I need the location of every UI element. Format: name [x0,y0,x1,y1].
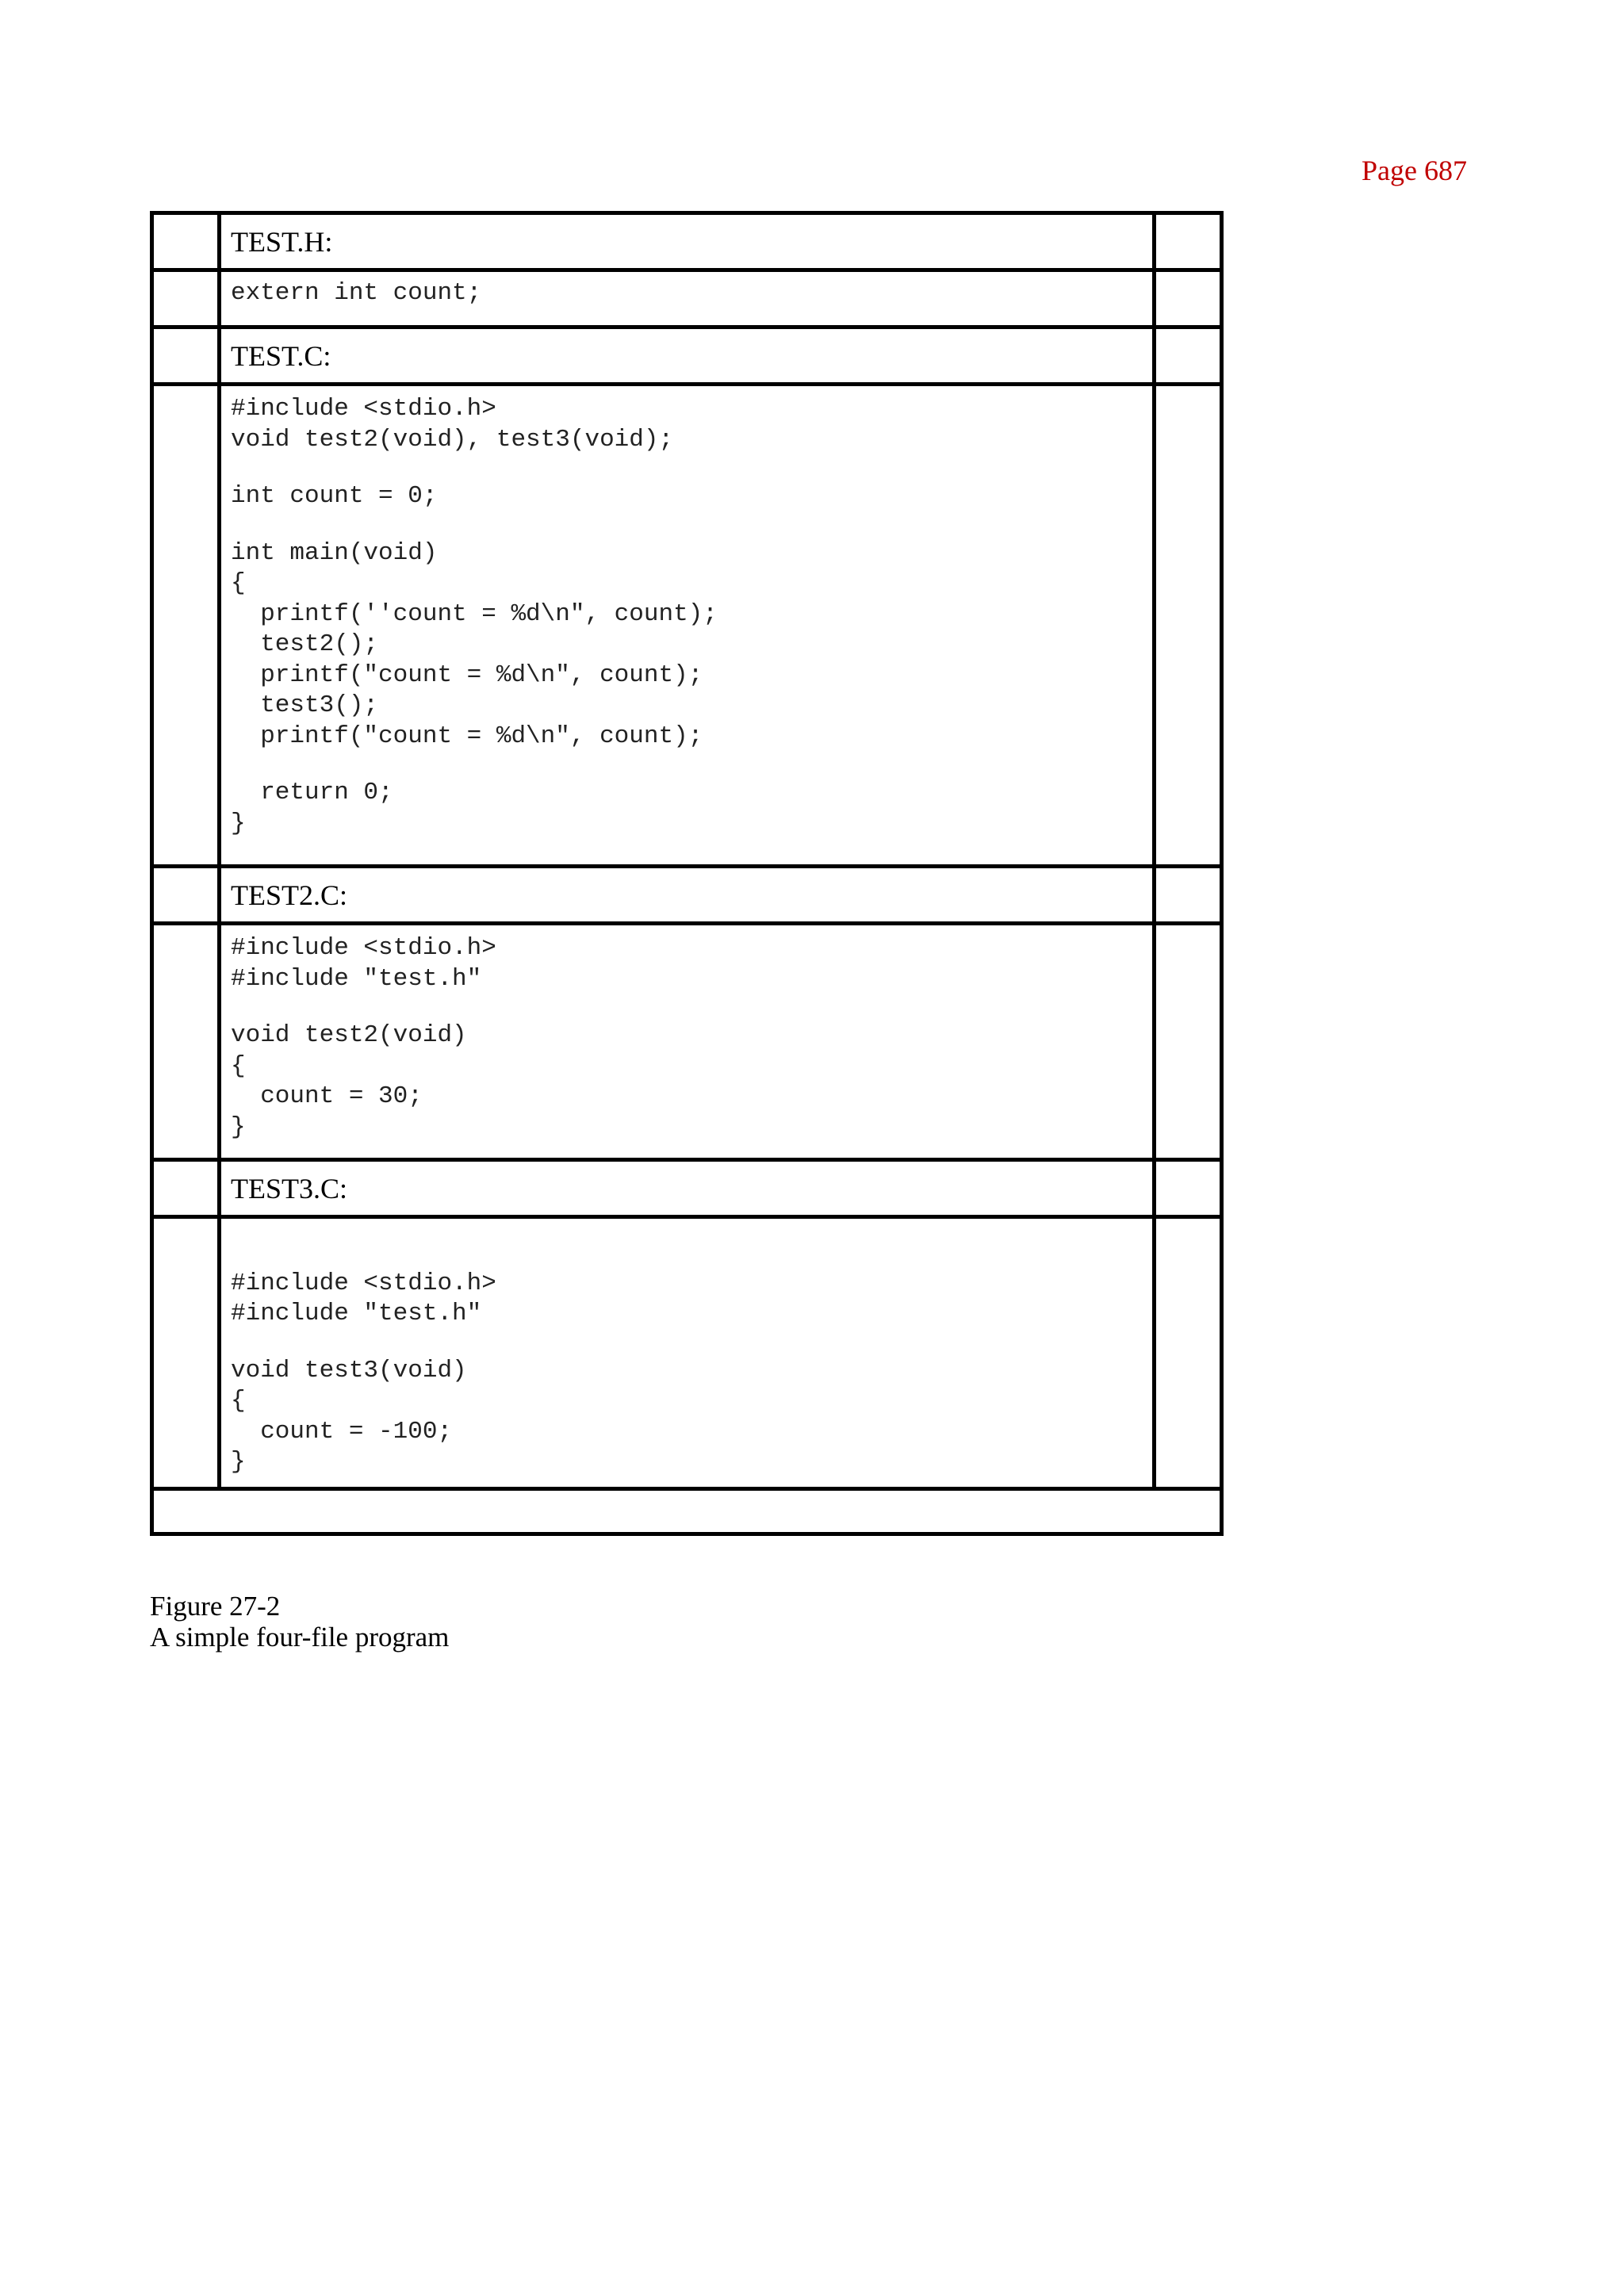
code-line: } [231,1448,246,1476]
code-line: #include <stdio.h> [231,934,496,962]
page-number: Page 687 [1362,155,1467,186]
code-line: extern int count; [231,279,482,307]
code-line: { [231,1051,246,1080]
table-right-margin [1152,215,1220,268]
table-right-margin [1152,925,1220,1158]
table-right-margin [1152,1219,1220,1487]
table-left-margin [154,1219,221,1487]
code-line: printf("count = %d\n", count); [231,661,703,689]
code-line: } [231,809,246,837]
file-name-label: TEST2.C: [231,879,348,911]
table-left-margin [154,925,221,1158]
table-right-margin [1152,1162,1220,1215]
code-line: { [231,1387,246,1415]
code-line: #include <stdio.h> [231,395,496,423]
table-footer-row [154,1491,1220,1532]
code-line: return 0; [231,779,393,806]
code-line: void test2(void) [231,1021,467,1049]
code-block [221,925,1152,1158]
code-line: printf(''count = %d\n", count); [231,599,718,628]
code-line: printf("count = %d\n", count); [231,722,703,750]
code-line: test2(); [231,630,379,658]
table-left-margin [154,272,221,325]
code-line [231,994,1143,1021]
file-header-row [154,215,1220,272]
table-right-margin [1152,868,1220,921]
code-line: int count = 0; [231,482,438,510]
code-block-row [154,272,1220,329]
table-right-margin [1152,272,1220,325]
code-figure-table [150,211,1224,1536]
figure-number: Figure 27-2 [150,1591,281,1622]
code-line [231,752,1143,778]
code-line: count = 30; [231,1082,423,1110]
figure-title: A simple four-file program [150,1622,450,1653]
code-block-row [154,1219,1220,1491]
code-line: #include <stdio.h> [231,1269,496,1297]
file-name-label: TEST.H: [231,225,333,258]
file-header-row [154,329,1220,386]
code-line: test3(); [231,691,379,719]
file-header-row [154,868,1220,925]
code-block [221,272,1152,325]
code-line: #include "test.h" [231,964,482,993]
table-left-margin [154,329,221,382]
table-right-margin [1152,329,1220,382]
code-line: void test2(void), test3(void); [231,425,674,454]
code-line [231,1238,1143,1269]
code-block-row [154,386,1220,868]
code-line: #include "test.h" [231,1300,482,1327]
code-line [231,512,1143,538]
code-line [231,455,1143,481]
table-left-margin [154,386,221,864]
code-line: count = -100; [231,1417,453,1446]
code-block [221,1219,1152,1487]
file-header-row [154,1162,1220,1219]
table-left-margin [154,868,221,921]
code-line: void test3(void) [231,1356,467,1384]
table-left-margin [154,215,221,268]
code-block-row [154,925,1220,1162]
file-name-label: TEST.C: [231,339,331,372]
code-block [221,386,1152,864]
code-line: } [231,1113,246,1141]
file-name-label: TEST3.C: [231,1172,348,1204]
code-line: int main(void) [231,538,438,567]
table-left-margin [154,1162,221,1215]
code-line: { [231,569,246,597]
code-line [231,1330,1143,1356]
figure-caption [150,1591,449,1653]
table-right-margin [1152,386,1220,864]
